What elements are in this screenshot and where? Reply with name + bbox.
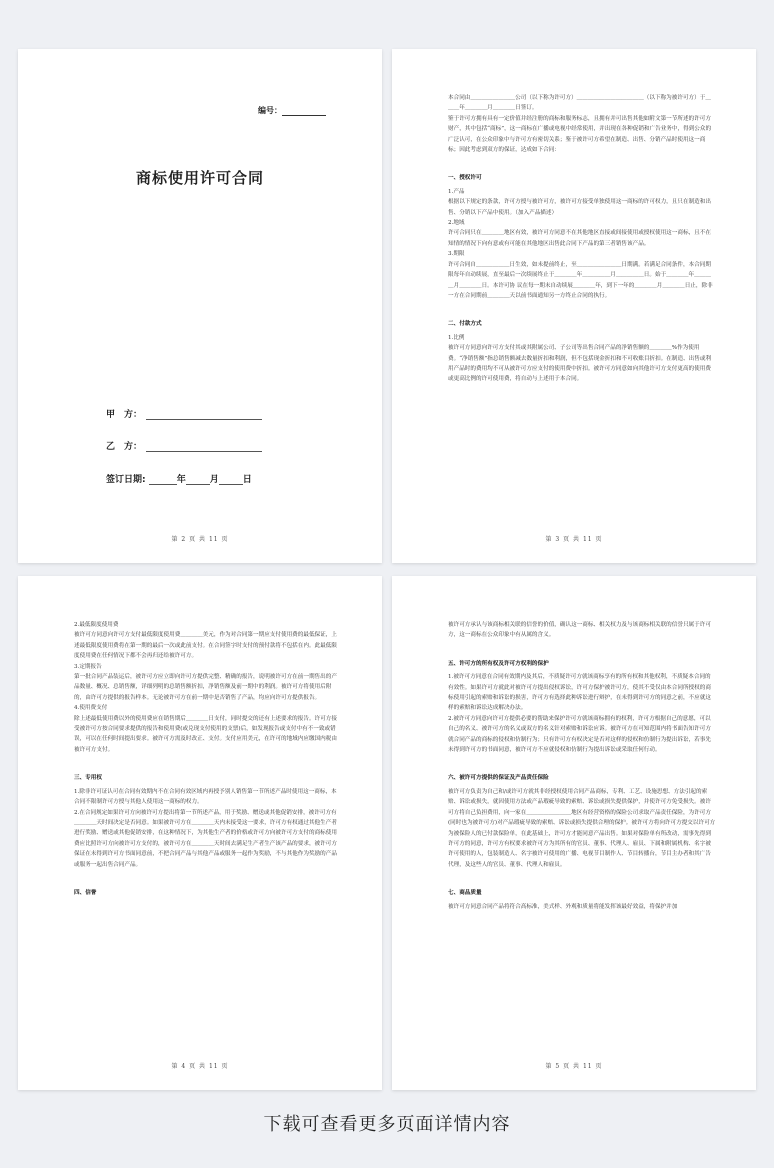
page-footer: 第 5 页 共 11 页 bbox=[545, 1063, 603, 1070]
year-blank bbox=[149, 476, 177, 485]
contract-title: 商标使用许可合同 bbox=[135, 169, 264, 187]
party-b-label: 乙 方： bbox=[106, 442, 143, 452]
paragraph: 2.被许可方同意向许可方提供必要的帮助来保护许可方就该商标拥有的权利，许可方根据自己的意愿，可以自己的名义、被许可方的名义或双方的名义针对索赔和诉讼应诉。被许可方在可知范围内将书面告知许可方就合同产品的商标的侵权和仿制行为；只有许可方有权决定是否对这样的侵权和仿制行为提出诉讼，若事先未得到许可方的书面同意，被许可方不应就侵权和仿制行为提出诉讼或采取任何行动。 bbox=[448, 715, 711, 754]
month-label: 月 bbox=[209, 475, 219, 485]
paragraph: 被许可方负责为自己和/或许可方就其非经授权使用合同产品商标，专利、工艺、设施思想、方法引起的索赔、诉讼或损失，就因使用方法或产品瑕疵导致的索赔、诉讼或损失提供保护，并使许可方免受损失。被许可方将自己负担费用，向一家在＿＿＿＿＿＿＿＿地区有经营资格的保险公司求取产品责任保险，为许可方(同时也为被许可方)对产品瑕疵导致的索赔、诉讼或损失提供合理的保护。被许可方将向许可方提交以许可方为被保险人的已付款保险单，在此基础上，许可方才能同意产品出售。如果对保险单有所改动，需事先得到许可方的同意，许可方有权要求被许可方为其所有的官员、董事、代理人、雇员、下属和附属机构、名字被许可使用的人，包装制造人、名字被许可使用的广播、电视节目制作人、节目转播台，节目主办者和其广告代理，及这些人的官员、董事、代理人和雇员。 bbox=[448, 788, 716, 868]
year-label: 年 bbox=[176, 475, 186, 485]
paragraph: 许可合同自＿＿＿＿＿＿日生效，如未提前终止，至＿＿＿＿＿＿＿＿日期满。若满足合同条件，本合同期限每年自动续展，直至最后一次续展终止于＿＿＿＿年＿＿＿＿＿月＿＿＿＿＿日。始于＿＿＿＿年＿＿＿＿月＿＿＿＿日。本许可协 议在每一期末自动续展＿＿＿＿年，到下一年的＿＿＿＿月＿＿＿＿日止，除非一方在合同期前＿＿＿＿天以前书面通知另一方终止合同的执行。 bbox=[448, 261, 713, 299]
contract-number-blank bbox=[282, 108, 326, 116]
page-footer: 第 3 页 共 11 页 bbox=[545, 536, 603, 543]
day-label: 日 bbox=[242, 475, 252, 485]
section-heading: 三、专用权 bbox=[74, 775, 102, 782]
paragraph: 本合同由＿＿＿＿＿＿＿＿公司（以下称为许可方）＿＿＿＿＿＿＿＿＿＿＿＿（以下称为被许可方）于＿＿＿年＿＿＿＿月＿＿＿＿日签订。 bbox=[448, 95, 711, 112]
contract-page-4 bbox=[18, 576, 382, 1090]
signing-date-row bbox=[106, 472, 252, 485]
contract-number-field bbox=[258, 105, 326, 116]
subsection-title: 2.最低限度使用费 bbox=[74, 622, 119, 628]
section-heading: 二、付款方式 bbox=[448, 321, 482, 328]
contract-page-3 bbox=[392, 49, 756, 563]
section-heading: 四、信誉 bbox=[74, 889, 97, 896]
paragraph: 被许可方同意合同产品将符合高标准，美式样、外观和质量将能发挥该最好效益，将保护并加 bbox=[448, 903, 678, 910]
subsection-title: 1.产品 bbox=[448, 188, 465, 195]
page-body bbox=[448, 93, 716, 385]
paragraph: 1.被许可方同意在合同有效期内及其后，不质疑许可方就该商标享有的所有权和其他权利，不质疑本合同的有效性。如果许可方就此对被许可方提出侵权诉讼，许可方保护被许可方，使其不受仅由本合同所授权的商标使用引起的索赔和诉讼的损害，许可方有选择此种诉讼进行辩护，在未得到许可方的同意之前，不应就这样的索赔和诉讼达成解决办法。 bbox=[448, 674, 711, 712]
party-a-label: 甲 方： bbox=[106, 410, 143, 420]
paragraph: 许可合同只在＿＿＿＿地区有效，被许可方同意不在其他地区直接或间接使用或授权使用这一商标，且不在知情的情况下向有意或有可能在其他地区出售此合同下产品的第三者销售该产品。 bbox=[448, 230, 711, 247]
section-heading: 五、许可方的所有权及许可方权利的保护 bbox=[448, 660, 549, 667]
party-a-row bbox=[106, 407, 262, 420]
section-heading: 六、被许可方提供的保证及产品责任保险 bbox=[448, 775, 549, 782]
page-body bbox=[74, 620, 342, 901]
signing-date-label: 签订日期: bbox=[106, 475, 146, 485]
paragraph: 2.在合同规定如果许可方向被许可方提出将第一节所述产品，用于奖励、赠送或其他促销安排，被许可方有＿＿＿＿天时间决定是否同意。如果被许可方在＿＿＿＿天内未接受这一要求，许可方有权通过其他生产者进行奖励、赠送或其他促销安排，在这种情况下，为其他生产者的价格或许可方向被许可方支付的商标使用费应比照许可方向被许可方支付的，被许可方在＿＿＿＿天时间去满足生产者生产该产品的要求，被许可方保证在未得到许可方书面同意前，不把合同产品与其他产品或服务一起作为奖励，不与其他作为奖励的产品或服务一起出售合同产品。 bbox=[74, 809, 337, 868]
contract-number-label: 编号： bbox=[258, 106, 282, 115]
subsection-title: 2.地域 bbox=[448, 220, 465, 227]
subsection-title: 1.比例 bbox=[448, 334, 465, 341]
contract-page-5 bbox=[392, 576, 756, 1090]
page-footer: 第 2 页 共 11 页 bbox=[171, 536, 229, 543]
subsection-title: 4.使用费支付 bbox=[74, 705, 108, 712]
paragraph: 第一批合同产品装运后，被许可方应立即向许可方提供完整、精确的报告，说明被许可方在前一期售出的产品数量、概况、总销售额，详细列明的总销售额折扣，净销售额及前一期中的利润。被许可方将使用后附的，由许可方提供的报告样本。无论被许可方在前一期中是否销售了产品，均应向许可方提供报告。 bbox=[74, 674, 337, 701]
page-body bbox=[448, 620, 716, 912]
party-b-blank bbox=[146, 443, 262, 452]
paragraph: 被许可方同意向许可方支付最低限度使用费＿＿＿＿美元，作为对合同第一期应支付使用费的最低保证，上述最低限度使用费将在第一期的最后一次或此前支付。在合同签字时支付的预付款将不包括在内。此最低限度使用费在任何情况下都不会再归还给被许可方。 bbox=[74, 632, 337, 660]
paragraph: 被许可方同意向许可方支付其或其附属公司、子公司等出售合同产品的净销售额的＿＿＿＿%作为使用费。“净销售额”指总销售额减去数量折扣和利润，但不包括现金折扣和不可收账目折扣。在制造、出售或利用产品时的费用均不可从被许可方应支付的使用费中折扣。被许可方同意如向其他许可方支付更高的使用费或更高比例的许可使用费，将自动与上述用于本合同。 bbox=[448, 345, 712, 383]
day-blank bbox=[219, 476, 243, 485]
paragraph: 1.除非许可证认可在合同有效期内不在合同有效区域内再授予别人销售第一节所述产品时使用这一商标，本合同不限制许可方授与其他人使用这一商标的权力。 bbox=[74, 788, 337, 806]
party-b-row bbox=[106, 439, 262, 452]
subsection-title: 3.期限 bbox=[448, 251, 465, 258]
subsection-title: 3.定期报告 bbox=[74, 663, 102, 670]
paragraph: 被许可方承认与该商标相关联的信誉的价值，确认这一商标、相关权力及与该商标相关联的信誉只属于许可方，这一商标在公众印象中有从属的含义。 bbox=[448, 622, 711, 639]
paragraph: 根据以下规定的条款，许可方授与被许可方，被许可方接受单独使用这一商标的许可权力，且只在制造和出售、分销以下产品中使用。（加入产品描述） bbox=[448, 199, 711, 216]
paragraph: 除上述最低使用费以外的使用费应在销售期后＿＿＿＿日支付，同时提交的还有上述要求的报告。许可方接受被许可方按合同要求提供的报告和使用费(或兑现支付使用的支票)后，如发现报告或支付中有不一致或错误，可以在任何时间提出要求。被许可方需及时改正、支付。支付应用美元，在许可的地域内应缴国内税由被许可方支付。 bbox=[74, 715, 337, 753]
month-blank bbox=[186, 476, 210, 485]
download-caption: 下载可查看更多页面详情内容 bbox=[263, 1114, 511, 1135]
party-a-blank bbox=[146, 411, 262, 420]
section-heading: 七、商品质量 bbox=[448, 890, 482, 897]
paragraph: 鉴于许可方拥有具有一定价值并经注册的商标和服务标志，且拥有并可出售其他如附文第一节所述的许可方财产，其中包括“商标”，这一商标在广播或电视中经常使用，并出现在各种促销和广告业务中，得到公众的广泛认可，在公众印象中与许可方有密切关系；鉴于被许可方希望在制造、出售、分销产品时使用这一商标；因此考虑到双方的保证，达成如下合同： bbox=[448, 115, 712, 154]
contract-page-cover bbox=[18, 49, 382, 563]
section-heading: 一、授权许可 bbox=[448, 175, 482, 182]
page-footer: 第 4 页 共 11 页 bbox=[171, 1063, 229, 1070]
